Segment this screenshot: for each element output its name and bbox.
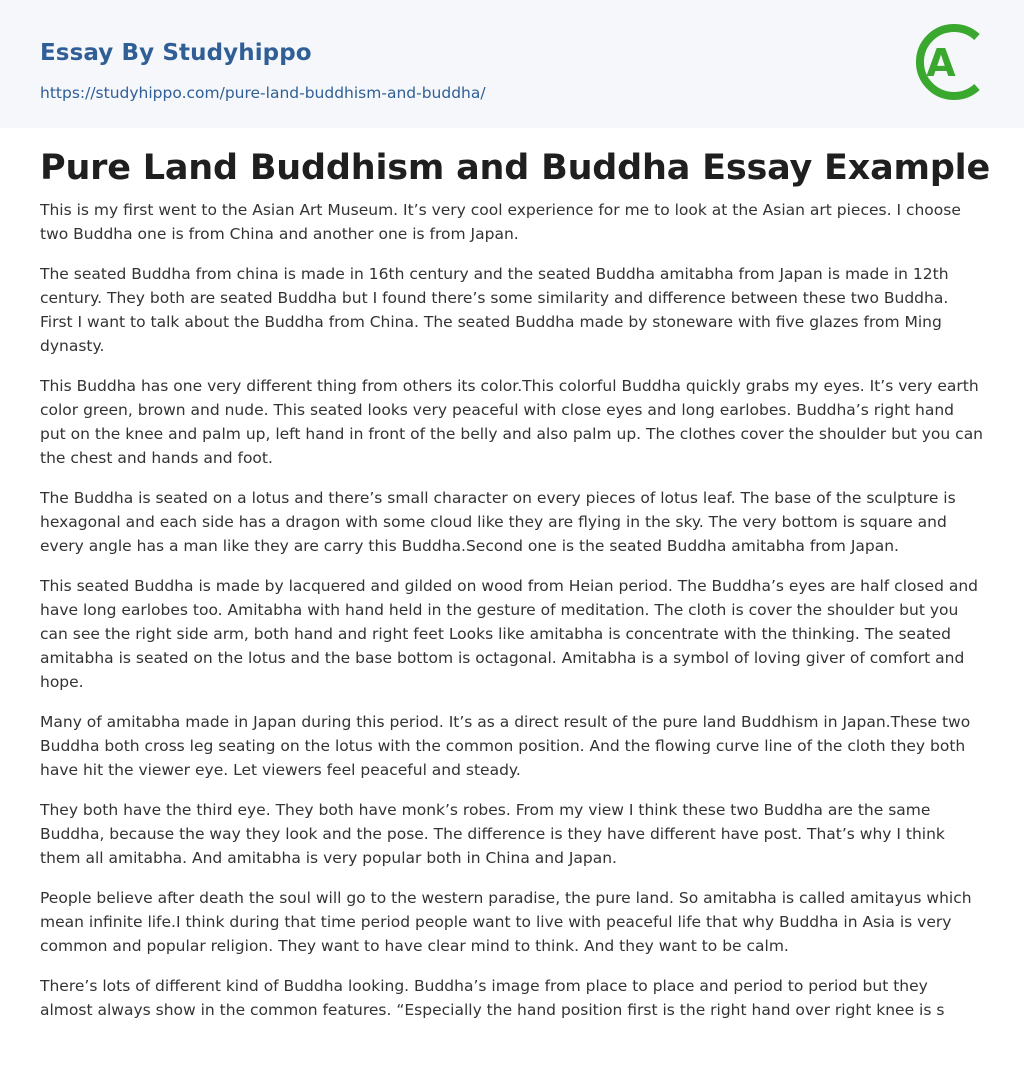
site-header: [0, 0, 1024, 128]
paragraph-3: This Buddha has one very different thing from others its color.This colorful Buddha quickly grabs my eyes. It’s very earth color green, brown and nude. This seated looks very peaceful with close eyes and long earlobes. Buddha’s right hand put on the knee and palm up, left hand in front of the belly and also palm up. The clothes cover the shoulder but you can the chest and hands and foot.: [40, 377, 984, 467]
paragraph-6: Many of amitabha made in Japan during this period. It’s as a direct result of the pure land Buddhism in Japan.These two Buddha both cross leg seating on the lotus with the common position. And the flowing curve line of the cloth they both have hit the viewer eye. Let viewers feel peaceful and steady.: [40, 713, 971, 779]
paragraph-2: The seated Buddha from china is made in 16th century and the seated Buddha amitabha from Japan is made in 12th century. They both are seated Buddha but I found there’s some similarity and difference between these two Buddha. First I want to talk about the Buddha from China. The seated Buddha made by stoneware with five glazes from Ming dynasty.: [40, 265, 949, 355]
paragraph-5: This seated Buddha is made by lacquered and gilded on wood from Heian period. The Buddha’s eyes are half closed and have long earlobes too. Amitabha with hand held in the gesture of meditation. The cloth is cover the shoulder but you can see the right side arm, both hand and right feet Looks like amitabha is concentrate with the thinking. The seated amitabha is seated on the lotus and the base bottom is octagonal. Amitabha is a symbol of loving giver of comfort and hope.: [40, 577, 979, 691]
paragraph-9: There’s lots of different kind of Buddha looking. Buddha’s image from place to place and period to period but they almost always show in the common features. “Especially the hand position first is the right hand over right knee is s: [40, 977, 945, 1019]
paragraph-7: They both have the third eye. They both have monk’s robes. From my view I think these two Buddha are the same Buddha, because the way they look and the pose. The difference is they have different have post. That’s why I think them all amitabha. And amitabha is very popular both in China and Japan.: [40, 801, 945, 867]
page-url-link[interactable]: https://studyhippo.com/pure-land-buddhism-and-buddha/: [40, 84, 486, 102]
paragraph-4: The Buddha is seated on a lotus and there’s small character on every pieces of lotus leaf. The base of the sculpture is hexagonal and each side has a dragon with some cloud like they are flying in the sky. The very bottom is square and every angle has a man like they are carry this Buddha.Second one is the seated Buddha amitabha from Japan.: [40, 489, 956, 555]
logo-letter: A: [926, 41, 956, 85]
site-title[interactable]: Essay By Studyhippo: [40, 40, 312, 66]
studyhippo-logo-icon[interactable]: [910, 18, 988, 106]
article: [40, 144, 991, 1038]
page-title: Pure Land Buddhism and Buddha Essay Example: [40, 148, 991, 188]
paragraph-8: People believe after death the soul will go to the western paradise, the pure land. So amitabha is called amitayus which mean infinite life.I think during that time period people want to live with peaceful life that why Buddha in Asia is very common and popular religion. They want to have clear mind to think. And they want to be calm.: [40, 889, 972, 955]
paragraph-1: This is my first went to the Asian Art Museum. It’s very cool experience for me to look at the Asian art pieces. I choose two Buddha one is from China and another one is from Japan.: [40, 201, 961, 243]
